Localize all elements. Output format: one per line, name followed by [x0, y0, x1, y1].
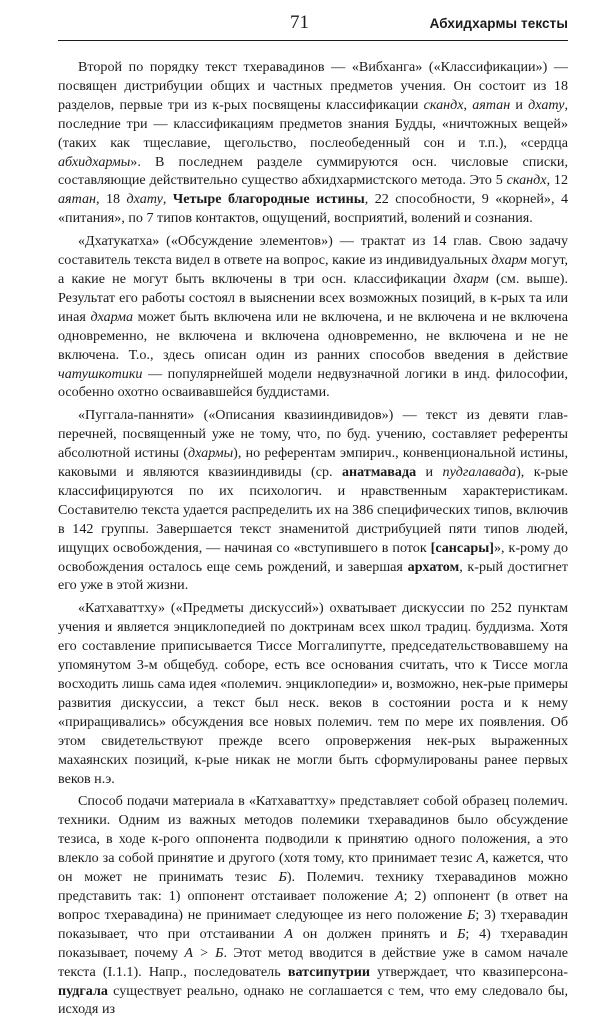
- bold-term: архатом: [407, 558, 460, 575]
- bold-term: ватсипутрии: [287, 963, 370, 980]
- text-run: ), но референтам эмпирич., конвенциональной истины, каковыми и являются квазииндивиды (ср.: [58, 445, 568, 481]
- italic-term: Б: [467, 906, 476, 923]
- text-run: может быть включена или не включена, и не включена и не включена одновременно, не включена и включена одновременно, не включена и не не включена. Т.о., здесь описан один из ранних способов введения в действие: [58, 308, 568, 363]
- text-run: , 18: [96, 191, 127, 208]
- text-run: , последние три — классификациям предметов знания Будды, «ничтожных вещей» (таких как тщеславие, щегольство, послеобеденный сон и т.п.), «сердца: [58, 96, 569, 151]
- bold-term: анатмавада: [341, 464, 417, 481]
- italic-term: скандх: [506, 172, 547, 189]
- text-run: существует реально, однако не соглашается с тем, что ему следовало бы, исходя из: [58, 982, 568, 1018]
- italic-term: дхату: [126, 191, 163, 208]
- italic-term: А: [284, 925, 293, 942]
- italic-term: Б: [457, 925, 466, 942]
- text-run: ; 2) оппонент (в ответ на вопрос тхеравадина) не принимает следующее из него положение: [58, 887, 568, 923]
- text-run: «Катхаваттху» («Предметы дискуссий») охватывает дискуссии по 252 пунктам учения и является энциклопедией по доктринам всех школ традиц. буддизма. Хотя его составление приписывается Тиссе Моггалипутте, председательствовавшему на упомянутом 3-м общебуд. соборе, есть все основания считать, что к Тиссе могла восходить лишь сама идея «полемич. энциклопедии» и, возможно, нек-рые примеры развития дискуссии, а текст был неск. веков в состоянии роста и к нему «приращивались» обсуждения все новых полемич. тем по мере их появления. Об этом свидетельствуют прежде всего опровержения нек-рых выраженных махаянских позиций, к-рые никак не могли быть сформулированы ранее первых веков н.э.: [58, 600, 568, 787]
- text-run: Способ подачи материала в «Катхаваттху» представляет собой образец полемич. техники. Одним из важных методов полемики тхеравадинов было обсуждение тезиса, в ходе к-рого оппонента подводили к принятию одного положения, а это влекло за собой принятие и другого (хотя тому, кто принимает тезис: [58, 793, 568, 867]
- text-run: и: [510, 96, 529, 113]
- text-run: ,: [162, 191, 173, 208]
- italic-term: дхату: [528, 96, 565, 113]
- italic-term: А: [476, 850, 486, 867]
- italic-term: аятан: [472, 96, 511, 113]
- running-title: Абхидхармы тексты: [429, 16, 568, 31]
- italic-term: дхармы: [187, 445, 234, 462]
- paragraph-kathavatthu: [58, 599, 568, 788]
- bold-term: [сансары]: [430, 539, 494, 556]
- text-run: ). Полемич. технику тхеравадинов можно представить так: 1) оппонент отстаивает положение: [58, 869, 568, 904]
- text-run: — популярнейшей модели недвузначной логики в инд. философии, особенно охотно осваивавшейся буддистами.: [58, 365, 568, 401]
- italic-term: аятан: [58, 191, 96, 208]
- text-run: ». В последнем разделе суммируются осн. числовые списки, составляющие действительно существо абхидхармистского метода. Это 5: [58, 153, 568, 189]
- italic-term: чатушкотики: [58, 365, 143, 382]
- text-run: утверждает, что квазиперсона-: [369, 963, 568, 980]
- paragraph-puggala-pannatti: [58, 406, 568, 595]
- text-run: , 22 способности, 9 «корней», 4 «питания», по 7 типов контактов, ощущений, восприятий, волений и сознания.: [58, 191, 568, 227]
- article-body: [58, 58, 568, 1019]
- text-run: «Дхатукатха» («Обсуждение элементов») — трактат из 14 глав. Свою задачу составитель текста видел в ответе на вопрос, какие из индивидуальных: [58, 233, 568, 269]
- page-number: 71: [290, 12, 309, 33]
- page-header: [58, 10, 568, 40]
- italic-term: Б: [278, 869, 287, 886]
- text-run: . Этот метод вводится в действие уже в самом начале текста (I.1.1). Напр., последователь: [58, 944, 568, 980]
- italic-term: А > Б: [184, 944, 224, 961]
- paragraph-polemic-method: [58, 792, 568, 1019]
- italic-term: А: [395, 887, 404, 904]
- text-run: могут, а какие не могут быть включены в три осн. классификации: [58, 252, 568, 287]
- italic-term: дхарма: [90, 308, 134, 325]
- bold-term: пудгала: [58, 982, 108, 999]
- text-run: (см. выше). Результат его работы состоял в выяснении всех возможных позиций, в к-рых та или иная: [58, 270, 568, 325]
- bold-term: Четыре благородные истины: [172, 191, 365, 208]
- text-run: он должен принять и: [292, 925, 458, 942]
- text-run: ; 3) тхеравадин показывает, что при отстаивании: [58, 906, 568, 942]
- italic-term: скандх: [423, 96, 464, 113]
- text-run: ; 4) тхеравадин показывает, почему: [58, 925, 568, 961]
- text-run: , кажется, что он может не принимать тезис: [58, 850, 569, 886]
- italic-term: дхарм: [453, 270, 489, 287]
- header-rule: [58, 40, 568, 41]
- text-run: ,: [463, 96, 473, 113]
- italic-term: абхидхармы: [58, 153, 131, 170]
- text-run: ), к-рые классифицируются по их психологич. и нравственным характеристикам. Составителю текста удается распределить их на 386 специфических типов, включив в 142 группы. Завершается текст знаменитой дистрибуцией пяти типов людей, ищущих освобождения, — начиная со «вступившего в поток: [58, 464, 569, 556]
- text-run: , к-рый достигнет его уже в этой жизни.: [58, 558, 569, 594]
- text-run: «Пуггала-панняти» («Описания квазииндивидов») — текст из девяти глав-перечней, посвященный уже не тому, что, по буд. учению, составляет референты абсолютной истины (: [58, 407, 568, 462]
- paragraph-dhatukatha: [58, 232, 568, 402]
- italic-term: пудгалавада: [442, 464, 517, 481]
- italic-term: дхарм: [491, 252, 527, 269]
- paragraph-vibhanga: [58, 58, 568, 228]
- text-run: », к-рому до освобождения осталось еще семь рождений, и завершая: [58, 539, 568, 575]
- text-run: Второй по порядку текст тхеравадинов — «Вибханга» («Классификации») — посвящен дистрибуции общих и частных предметов учения. Он состоит из 18 разделов, первые три из к-рых посвящены классификации: [58, 59, 568, 113]
- text-run: и: [416, 464, 443, 481]
- text-run: , 12: [546, 172, 568, 189]
